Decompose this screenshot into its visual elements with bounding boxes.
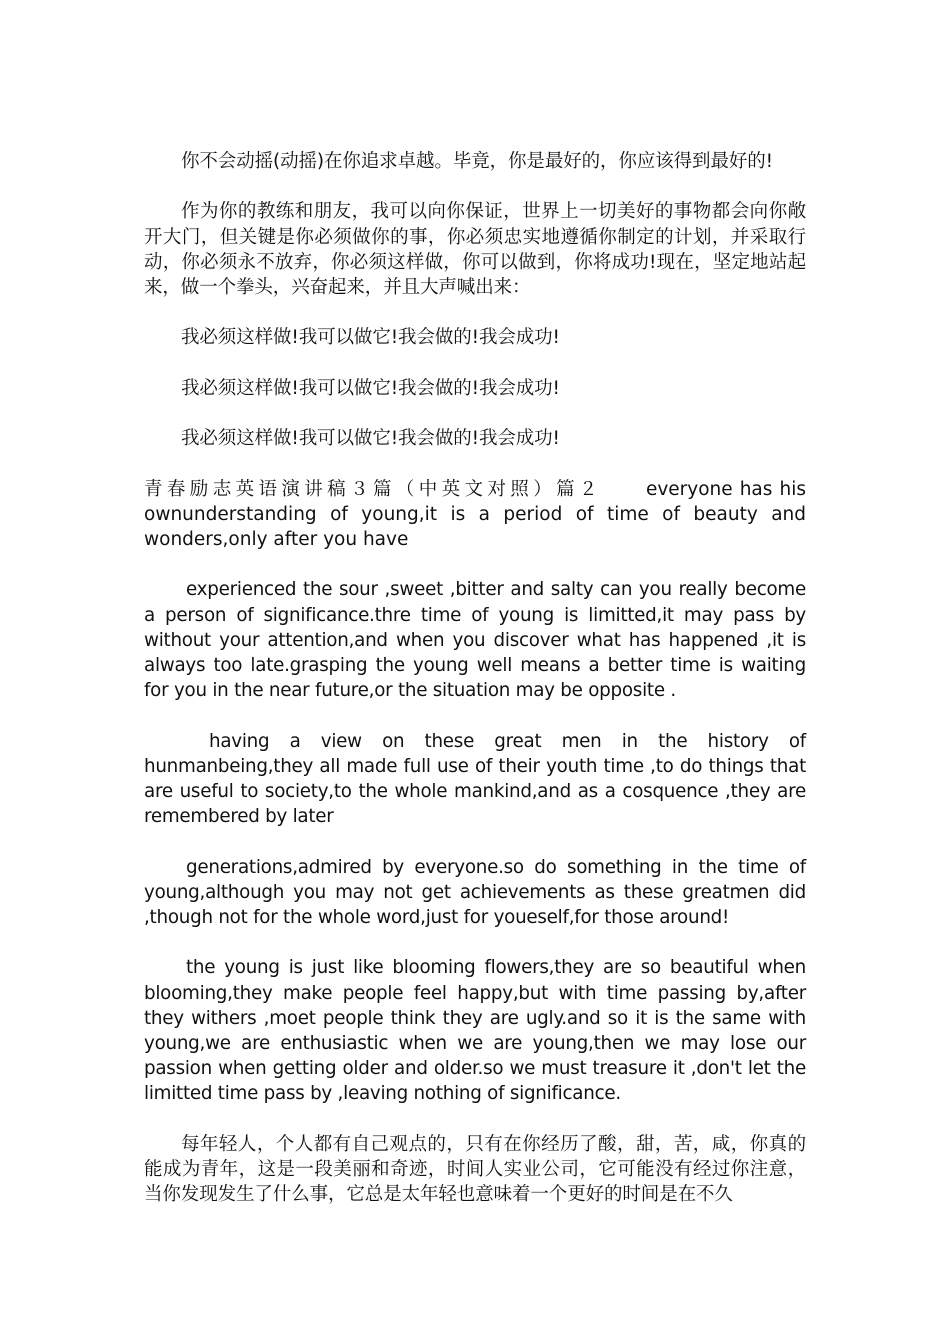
paragraph-cn-3: 我必须这样做!我可以做它!我会做的!我会成功! (181, 327, 560, 349)
section-heading-text: everyone has his ownunderstanding of young,it is a period of time of beauty and wonders,only after you have (144, 478, 806, 550)
paragraph-en-3: generations,admired by everyone.so do something in the time of young,although you may not get achievements as these greatmen did ,though not for the whole word,just for youeself,for those around! (144, 856, 806, 928)
paragraph-en-2: having a view on these great men in the history of hunmanbeing,they all made full use of their youth time ,to do things that are useful to society,to the whole mankind,and as a cosquence ,they are remembered by later (144, 730, 806, 828)
paragraph-en-1: experienced the sour ,sweet ,bitter and salty can you really become a person of significance.thre time of young is limitted,it may pass by without your attention,and when you discover what has happened ,it is always too late.grasping the young well means a better time is waiting for you in the near future,or the situation may be opposite . (144, 579, 806, 702)
document-body (144, 149, 806, 1233)
paragraph-cn-2: 作为你的教练和朋友，我可以向你保证，世界上一切美好的事物都会向你敞开大门，但关键是你必须做你的事，你必须忠实地遵循你制定的计划，并采取行动，你必须永不放弃，你必须这样做，你可以做到，你将成功!现在，坚定地站起来，做一个拳头，兴奋起来，并且大声喊出来： (144, 201, 806, 298)
section-heading (144, 477, 806, 553)
paragraph-cn-closing: 每年轻人，个人都有自己观点的，只有在你经历了酸，甜，苦，咸，你真的能成为青年，这是一段美丽和奇迹，时间人实业公司，它可能没有经过你注意，当你发现发生了什么事，它总是太年轻也意味着一个更好的时间是在不久 (144, 1133, 806, 1206)
paragraph-cn-1: 你不会动摇(动摇)在你追求卓越。毕竟，你是最好的，你应该得到最好的! (181, 151, 773, 172)
section-heading-title: 青春励志英语演讲稿３篇（中英文对照）篇２ (144, 478, 602, 500)
paragraph-en-4: the young is just like blooming flowers,they are so beautiful when blooming,they make people feel happy,but with time passing by,after they withers ,moet people think they are ugly.and so it is the same with young,we are enthusiastic when we are young,then we may lose our passion when getting older and older.so we must treasure it ,don't let the limitted time pass by ,leaving nothing of significance. (144, 957, 806, 1105)
paragraph-cn-4: 我必须这样做!我可以做它!我会做的!我会成功! (181, 377, 560, 399)
paragraph-cn-5: 我必须这样做!我可以做它!我会做的!我会成功! (181, 428, 560, 450)
